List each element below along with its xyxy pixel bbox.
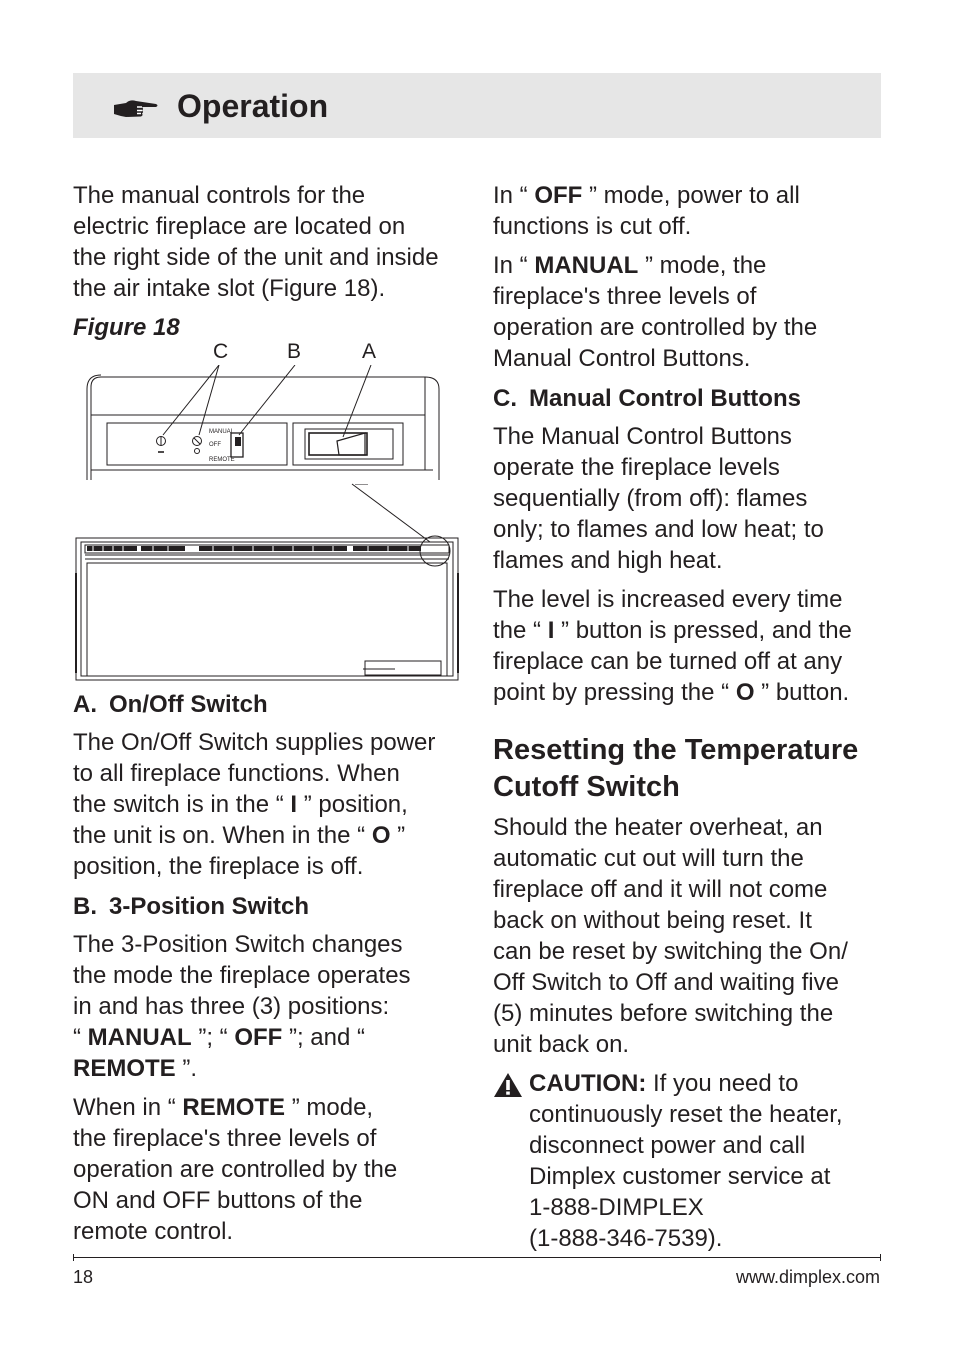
text-line: When in “ REMOTE ” mode, — [73, 1094, 374, 1121]
text-line: The manual controls for the — [73, 182, 366, 209]
footer-url[interactable]: www.dimplex.com — [735, 1267, 880, 1287]
text-line: the “ I ” button is pressed, and the — [493, 617, 852, 644]
text-line: operation are controlled by the — [73, 1156, 398, 1183]
text-line: Should the heater overheat, an — [493, 814, 823, 841]
section-title: 3-Position Switch — [109, 893, 310, 920]
page-number: 18 — [73, 1267, 94, 1287]
footer-rule — [73, 1257, 881, 1258]
caution-note — [493, 1068, 885, 1254]
text-line: The 3-Position Switch changes — [73, 931, 403, 958]
off-mode-paragraph — [493, 180, 885, 242]
text-line: CAUTION: If you need to — [529, 1070, 799, 1097]
fireplace-unit — [73, 533, 465, 683]
text-line: remote control. — [73, 1218, 234, 1245]
text-line: the air intake slot (Figure 18). — [73, 275, 386, 302]
text-line: back on without being reset. It — [493, 907, 812, 934]
text-line: The On/Off Switch supplies power — [73, 729, 436, 756]
section-b-body — [73, 929, 465, 1084]
section-a-heading — [73, 690, 465, 720]
callout-a: A — [362, 340, 377, 363]
section-title: Manual Control Buttons — [529, 385, 801, 412]
right-column — [493, 180, 885, 1254]
text-line: “ MANUAL ”; “ OFF ”; and “ — [73, 1024, 366, 1051]
text-line: the unit is on. When in the “ O ” — [73, 822, 406, 849]
text-line: REMOTE ”. — [73, 1055, 197, 1082]
pointing-hand-icon — [112, 96, 160, 120]
text-line: the right side of the unit and inside — [73, 244, 439, 271]
text-line: position, the fireplace is off. — [73, 853, 364, 880]
text-line: In “ OFF ” mode, power to all — [493, 182, 800, 209]
text-line: The Manual Control Buttons — [493, 423, 792, 450]
text-line: operation are controlled by the — [493, 314, 818, 341]
reset-heading — [493, 732, 885, 806]
intro-paragraph — [73, 180, 465, 304]
text-line: the mode the fireplace operates — [73, 962, 411, 989]
text-line: The level is increased every time — [493, 586, 843, 613]
section-b-heading — [73, 892, 465, 922]
level-paragraph — [493, 584, 885, 708]
panel-label-off: OFF — [209, 442, 221, 448]
text-line: the switch is in the “ I ” position, — [73, 791, 408, 818]
text-line: flames and high heat. — [493, 547, 723, 574]
callout-b: B — [287, 340, 302, 363]
text-line: sequentially (from off): flames — [493, 485, 808, 512]
page-title: Operation — [177, 88, 329, 124]
figure-label: Figure 18 — [73, 314, 180, 341]
text-line: 1-888-DIMPLEX — [529, 1194, 704, 1221]
text-line: Dimplex customer service at — [529, 1163, 831, 1190]
section-c-body — [493, 421, 885, 576]
section-title: On/Off Switch — [109, 691, 268, 718]
text-line: Off Switch to Off and waiting five — [493, 969, 839, 996]
footer-rule-tick — [73, 1254, 74, 1261]
text-line: automatic cut out will turn the — [493, 845, 804, 872]
heading-line: Resetting the Temperature — [493, 734, 859, 766]
text-line: disconnect power and call — [529, 1132, 806, 1159]
text-line: electric fireplace are located on — [73, 213, 406, 240]
zoom-leader-line — [340, 480, 460, 550]
text-line: to all fireplace functions. When — [73, 760, 400, 787]
panel-label-manual: MANUAL — [209, 429, 235, 435]
left-column-sections — [73, 690, 465, 1255]
section-a-body — [73, 727, 465, 882]
text-line: only; to flames and low heat; to — [493, 516, 824, 543]
callout-c: C — [213, 340, 229, 363]
remote-mode-paragraph — [73, 1092, 465, 1247]
text-line: continuously reset the heater, — [529, 1101, 843, 1128]
text-line: can be reset by switching the On/ — [493, 938, 848, 965]
text-line: fireplace can be turned off at any — [493, 648, 843, 675]
control-panel-detail — [73, 365, 465, 485]
panel-label-remote: REMOTE — [209, 457, 235, 463]
heading-line: Cutoff Switch — [493, 771, 680, 803]
text-line: the fireplace's three levels of — [73, 1125, 377, 1152]
section-letter: B. — [73, 893, 97, 920]
text-line: unit back on. — [493, 1031, 630, 1058]
text-line: (5) minutes before switching the — [493, 1000, 834, 1027]
text-line: functions is cut off. — [493, 213, 692, 240]
text-line: point by pressing the “ O ” button. — [493, 679, 850, 706]
reset-body — [493, 812, 885, 1060]
text-line: (1-888-346-7539). — [529, 1225, 723, 1252]
text-line: In “ MANUAL ” mode, the — [493, 252, 767, 279]
section-letter: A. — [73, 691, 97, 718]
text-line: fireplace's three levels of — [493, 283, 757, 310]
text-line: in and has three (3) positions: — [73, 993, 390, 1020]
footer-rule-tick — [880, 1254, 881, 1261]
warning-triangle-icon — [493, 1072, 523, 1098]
section-c-heading — [493, 384, 885, 414]
text-line: fireplace off and it will not come — [493, 876, 828, 903]
text-line: Manual Control Buttons. — [493, 345, 751, 372]
text-line: operate the fireplace levels — [493, 454, 780, 481]
section-letter: C. — [493, 385, 517, 412]
text-line: ON and OFF buttons of the — [73, 1187, 363, 1214]
manual-mode-paragraph — [493, 250, 885, 374]
